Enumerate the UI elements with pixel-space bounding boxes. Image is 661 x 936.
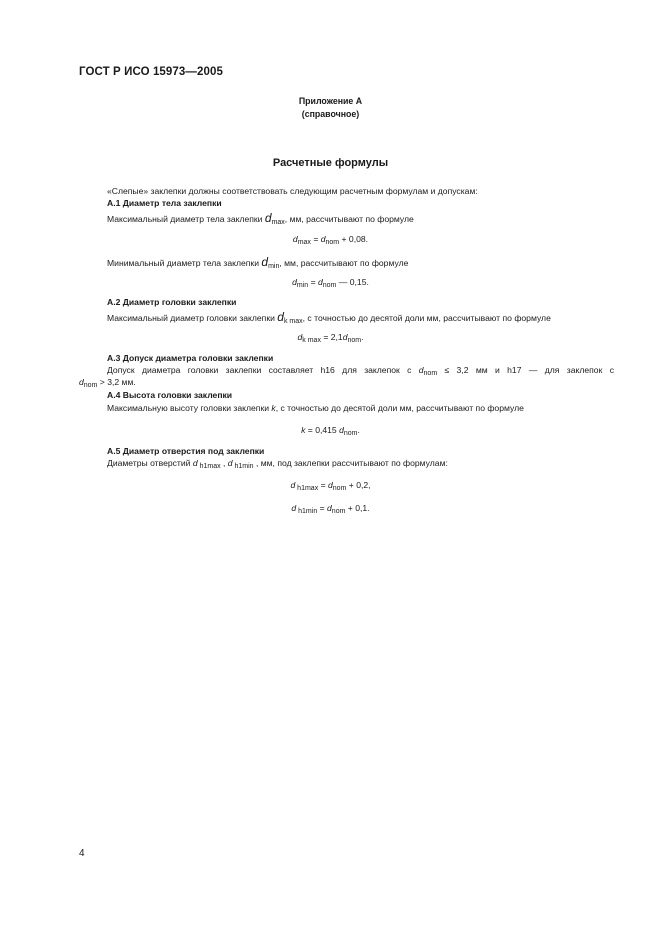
formula-d-min: $d_{min} = d_{nom}$ — 0,15. — [292, 277, 369, 289]
a1-max-text: Максимальный диаметр тела заклепки $d_{max}$, мм, рассчитывают по формуле — [107, 211, 414, 226]
section-a3-heading: А.3 Допуск диаметра головки заклепки — [107, 353, 274, 363]
intro-text: «Слепые» заклепки должны соответствовать следующим расчетным формулам и допускам: — [107, 186, 478, 196]
annex-subtitle: (справочное) — [301, 109, 360, 119]
formula-d-h1min: d $_{h1min} = d_{nom} + 0,1$. — [291, 503, 370, 515]
page-number: 4 — [79, 848, 85, 859]
section-a1-heading: А.1 Диаметр тела заклепки — [107, 198, 222, 208]
formula-dk-max: $d_{k max} = 2,1d_{nom}$. — [297, 332, 364, 344]
section-a4-heading: А.4 Высота головки заклепки — [107, 390, 233, 400]
a4-text: Максимальную высоту головки заклепки k, с точностью до десятой доли мм, рассчитывают по формуле — [107, 403, 524, 413]
a2-text: Максимальный диаметр головки заклепки $d_{k max}$, с точностью до десятой доли мм, рассчитывают по формуле — [107, 310, 551, 325]
section-a2-heading: А.2 Диаметр головки заклепки — [107, 297, 237, 307]
standard-header: ГОСТ Р ИСО 15973—2005 — [79, 66, 224, 78]
a1-min-text: Минимальный диаметр тела заклепки $d_{min}$, мм, рассчитывают по формуле — [107, 255, 409, 270]
formula-d-max: $d_{max} = d_{nom} + 0,08$. — [292, 234, 369, 246]
section-a5-heading: А.5 Диаметр отверстия под заклепки — [107, 446, 265, 456]
formula-d-h1max: d $_{h1max} = d_{nom} + 0,2$, — [290, 480, 371, 492]
page-title: Расчетные формулы — [272, 157, 389, 169]
a5-text: Диаметры отверстий d $_{h1max}$ , d $_{h1min}$ , мм, под заклепки рассчитывают по формулам: — [107, 458, 448, 470]
formula-k: k = 0,415 $d_{nom}$. — [301, 425, 360, 437]
annex-title: Приложение А — [298, 96, 363, 106]
a3-text-line2: $d_{nom} > 3,2$ мм. — [79, 377, 136, 389]
a3-text-line1: Допуск диаметра головки заклепки составляет h16 для заклепок с $d_{nom} \le 3,2$ мм и h17 — для заклепок с — [107, 365, 614, 377]
